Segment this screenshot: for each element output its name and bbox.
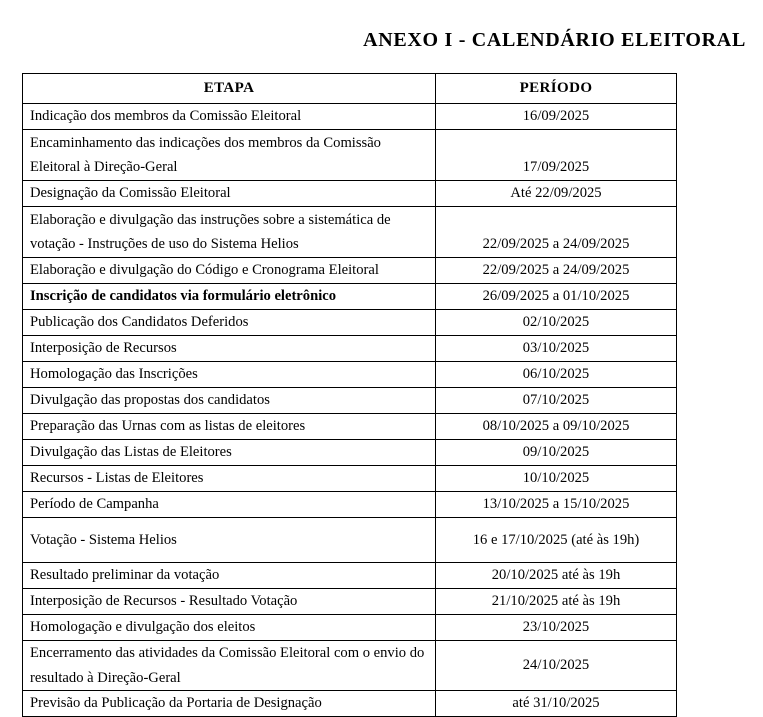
cell-periodo: 02/10/2025 (436, 310, 677, 336)
cell-periodo: 23/10/2025 (436, 615, 677, 641)
table-row (23, 388, 677, 414)
cell-etapa: Divulgação das Listas de Eleitores (23, 440, 436, 466)
table-row (23, 414, 677, 440)
table-row (23, 492, 677, 518)
cell-etapa: Período de Campanha (23, 492, 436, 518)
cell-periodo: 16/09/2025 (436, 104, 677, 130)
table-row (23, 691, 677, 717)
cell-periodo: 13/10/2025 a 15/10/2025 (436, 492, 677, 518)
cell-etapa: Encerramento das atividades da Comissão Eleitoral com o envio do resultado à Direção-Geral (23, 641, 436, 691)
cell-periodo: 16 e 17/10/2025 (até às 19h) (436, 518, 677, 563)
table-row (23, 362, 677, 388)
table-row (23, 466, 677, 492)
cell-etapa: Homologação das Inscrições (23, 362, 436, 388)
cell-periodo: 06/10/2025 (436, 362, 677, 388)
table-row (23, 207, 677, 258)
column-header-etapa: ETAPA (23, 74, 436, 104)
cell-etapa: Resultado preliminar da votação (23, 563, 436, 589)
cell-etapa: Previsão da Publicação da Portaria de Designação (23, 691, 436, 717)
cell-etapa: Preparação das Urnas com as listas de eleitores (23, 414, 436, 440)
cell-periodo: 24/10/2025 (436, 641, 677, 691)
cell-etapa: Elaboração e divulgação das instruções sobre a sistemática de votação - Instruções de uso do Sistema Helios (23, 207, 436, 258)
cell-periodo: 03/10/2025 (436, 336, 677, 362)
table-row (23, 336, 677, 362)
table-row (23, 310, 677, 336)
cell-etapa: Interposição de Recursos - Resultado Votação (23, 589, 436, 615)
cell-etapa: Publicação dos Candidatos Deferidos (23, 310, 436, 336)
column-header-periodo: PERÍODO (436, 74, 677, 104)
electoral-calendar-table (22, 73, 677, 717)
cell-etapa: Elaboração e divulgação do Código e Cronograma Eleitoral (23, 258, 436, 284)
cell-etapa: Interposição de Recursos (23, 336, 436, 362)
table-header-row (23, 74, 677, 104)
cell-periodo: até 31/10/2025 (436, 691, 677, 717)
cell-periodo: 22/09/2025 a 24/09/2025 (436, 207, 677, 258)
cell-periodo: 20/10/2025 até às 19h (436, 563, 677, 589)
cell-etapa: Divulgação das propostas dos candidatos (23, 388, 436, 414)
table-row (23, 563, 677, 589)
cell-etapa: Recursos - Listas de Eleitores (23, 466, 436, 492)
table-row (23, 181, 677, 207)
cell-etapa: Homologação e divulgação dos eleitos (23, 615, 436, 641)
table-body (23, 104, 677, 717)
cell-periodo: 09/10/2025 (436, 440, 677, 466)
cell-periodo: 26/09/2025 a 01/10/2025 (436, 284, 677, 310)
cell-periodo: 07/10/2025 (436, 388, 677, 414)
table-header (23, 74, 677, 104)
cell-periodo: Até 22/09/2025 (436, 181, 677, 207)
table-row (23, 440, 677, 466)
table-row (23, 518, 677, 563)
cell-periodo: 21/10/2025 até às 19h (436, 589, 677, 615)
cell-periodo: 10/10/2025 (436, 466, 677, 492)
table-row (23, 130, 677, 181)
table-row (23, 104, 677, 130)
table-row (23, 615, 677, 641)
cell-etapa: Designação da Comissão Eleitoral (23, 181, 436, 207)
cell-etapa: Inscrição de candidatos via formulário eletrônico (23, 284, 436, 310)
cell-periodo: 08/10/2025 a 09/10/2025 (436, 414, 677, 440)
page-title: ANEXO I - CALENDÁRIO ELEITORAL (363, 29, 746, 51)
cell-periodo: 22/09/2025 a 24/09/2025 (436, 258, 677, 284)
table-row (23, 641, 677, 691)
table-row (23, 589, 677, 615)
cell-periodo: 17/09/2025 (436, 130, 677, 181)
table-row (23, 258, 677, 284)
cell-etapa: Votação - Sistema Helios (23, 518, 436, 563)
cell-etapa: Encaminhamento das indicações dos membros da Comissão Eleitoral à Direção-Geral (23, 130, 436, 181)
table-row (23, 284, 677, 310)
cell-etapa: Indicação dos membros da Comissão Eleitoral (23, 104, 436, 130)
